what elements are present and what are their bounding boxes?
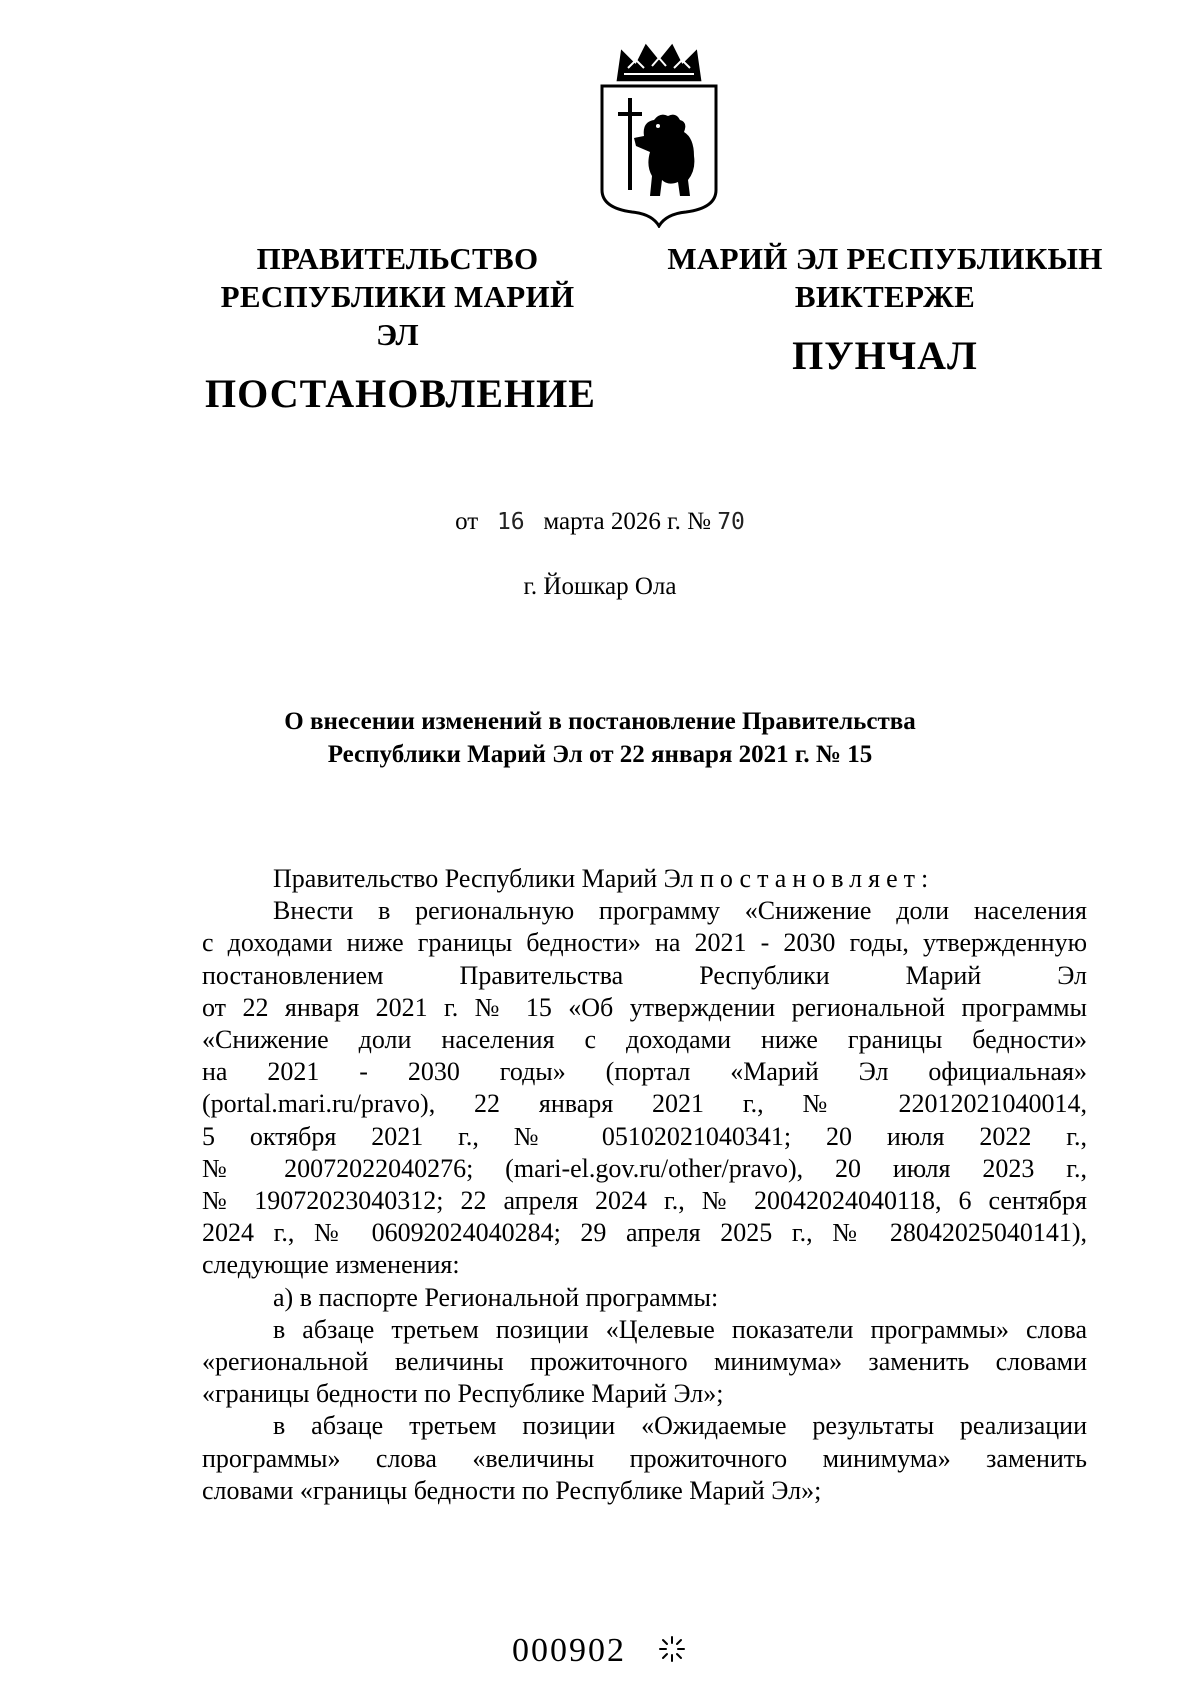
paragraph-line: следующие изменения: xyxy=(202,1250,460,1280)
document-type-russian: ПОСТАНОВЛЕНИЕ xyxy=(205,371,596,416)
paragraph-amendment xyxy=(202,895,1087,1281)
document-title xyxy=(200,705,1000,771)
document-number: 70 xyxy=(717,509,745,535)
paragraph-line: 5 октября 2021 г., № 05102021040341; 20 июля 2022 г., xyxy=(202,1121,1087,1151)
paragraph-line: Внести в региональную программу «Снижение доли населения xyxy=(273,896,1087,926)
asterisk-ornament-icon xyxy=(657,1634,687,1664)
paragraph-line: постановлением Правительства Республики Марий Эл xyxy=(202,960,1087,990)
paragraph-line: в абзаце третьем позиции «Ожидаемые результаты реализации xyxy=(273,1411,1087,1441)
paragraph-line: с доходами ниже границы бедности» на 2021 - 2030 годы, утвержденную xyxy=(202,928,1087,958)
paragraph-line: № 19072023040312; 22 апреля 2024 г., № 20042024040118, 6 сентября xyxy=(202,1186,1087,1216)
government-header-mari xyxy=(665,240,1105,380)
document-body xyxy=(202,863,1087,1507)
date-day: 16 xyxy=(496,509,525,535)
paragraph-target-indicators xyxy=(202,1314,1087,1411)
intro-verb: постановляет: xyxy=(699,864,935,893)
paragraph-line: на 2021 - 2030 годы» (портал «Марий Эл официальная» xyxy=(202,1057,1087,1087)
paragraph-line: программы» слова «величины прожиточного минимума» заменить xyxy=(202,1443,1087,1473)
government-header-russian xyxy=(205,240,596,418)
date-month-year: марта 2026 г. № xyxy=(543,508,711,535)
header-right-line1: МАРИЙ ЭЛ РЕСПУБЛИКЫН xyxy=(667,241,1103,276)
paragraph-line: «границы бедности по Республике Марий Эл»; xyxy=(202,1379,724,1409)
intro-paragraph xyxy=(202,863,1087,895)
paragraph-line: № 20072022040276; (mari-el.gov.ru/other/pravo), 20 июля 2023 г., xyxy=(202,1153,1087,1183)
date-prefix: от xyxy=(455,508,479,535)
form-serial-number: 000902 xyxy=(512,1632,626,1669)
paragraph-line: «региональной величины прожиточного минимума» заменить словами xyxy=(202,1347,1087,1377)
city: г. Йошкар Ола xyxy=(523,573,677,600)
header-left-line2: РЕСПУБЛИКИ МАРИЙ ЭЛ xyxy=(220,279,575,352)
title-line2: Республики Марий Эл от 22 января 2021 г. № 15 xyxy=(327,741,873,768)
paragraph-line: «Снижение доли населения с доходами ниже границы бедности» xyxy=(202,1025,1087,1055)
bear-coat-of-arms-icon xyxy=(596,40,722,228)
paragraph-passport: а) в паспорте Региональной программы: xyxy=(273,1282,719,1312)
paragraph-line: от 22 января 2021 г. № 15 «Об утверждении региональной программы xyxy=(202,992,1087,1022)
intro-lead: Правительство Республики Марий Эл xyxy=(273,864,694,893)
title-line1: О внесении изменений в постановление Правительства xyxy=(284,708,916,735)
document-type-mari: ПУНЧАЛ xyxy=(792,333,978,378)
paragraph-line: 2024 г., № 06092024040284; 29 апреля 2025 г., № 28042025040141), xyxy=(202,1218,1087,1248)
paragraph-line: словами «границы бедности по Республике Марий Эл»; xyxy=(202,1475,822,1505)
header-right-line2: ВИКТЕРЖЕ xyxy=(794,279,976,314)
header-left-line1: ПРАВИТЕЛЬСТВО xyxy=(256,241,539,276)
paragraph-line: в абзаце третьем позиции «Целевые показатели программы» слова xyxy=(273,1314,1087,1344)
paragraph-line: (portal.mari.ru/pravo), 22 января 2021 г., № 22012021040014, xyxy=(202,1089,1087,1119)
paragraph-expected-results xyxy=(202,1410,1087,1507)
document-date-number xyxy=(0,506,1200,538)
